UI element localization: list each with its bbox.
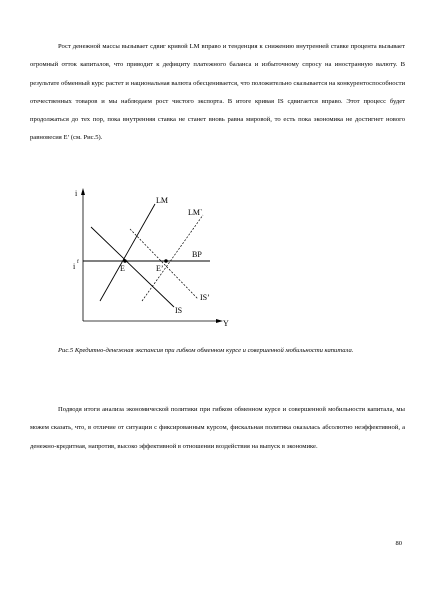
x-axis-arrow [216,319,223,323]
x-axis-label: Y [223,319,229,328]
bp-label: BP [192,250,202,259]
point-e-prime-label: E’ [156,264,164,273]
point-e-label: E [120,264,125,273]
point-e-prime [164,259,168,263]
world-rate-superscript: f [77,259,79,265]
y-axis-label: i [75,189,78,198]
diagram-svg [70,183,240,328]
page-number: 80 [395,540,402,547]
lm-label: LM [156,196,168,205]
y-axis-arrow [81,188,85,195]
lm-curve [100,204,155,301]
is-lm-bp-diagram [70,183,240,328]
lm-shifted-label: LM` [188,208,203,217]
point-e [123,259,127,263]
body-paragraph-1: Рост денежной массы вызывает сдвиг кривой LM вправо и тенденция к снижению внутренней ставке процента вызывает огромный отток капиталов, что приводит к дефициту платежного баланса и избыточному спросу на иностранную валюту. В результате обменный курс растет и национальная валюта обесценивается, что положительно сказывается на конкурентоспособности отечественных товаров и мы наблюдаем рост чистого экспорта. В итоге кривая IS сдвигается вправо. Этот процесс будет продолжаться до тех пор, пока внутренняя ставка не станет вновь равна мировой, то есть пока экономика не достигнет нового равновесия E’ (см. Рис.5). [30,43,405,142]
figure-caption: Рис.5 Кредитно-денежная экспансия при гибком обменном курсе и совершенной мобильности капитала. [58,347,354,354]
world-rate-label: i [73,262,76,271]
is-shifted-label: IS’ [200,293,210,302]
body-paragraph-2: Подводя итоги анализа экономической политики при гибком обменном курсе и совершенной мобильности капитала, мы можем сказать, что, в отличие от ситуации с фиксированным курсом, фискальная политика оказалась абсолютно неэффективной, а денежно-кредитная, напротив, высоко эффективной в отношении воздействия на выпуск в экономике. [30,406,405,450]
is-shifted-curve [130,229,198,299]
is-label: IS [175,306,183,315]
